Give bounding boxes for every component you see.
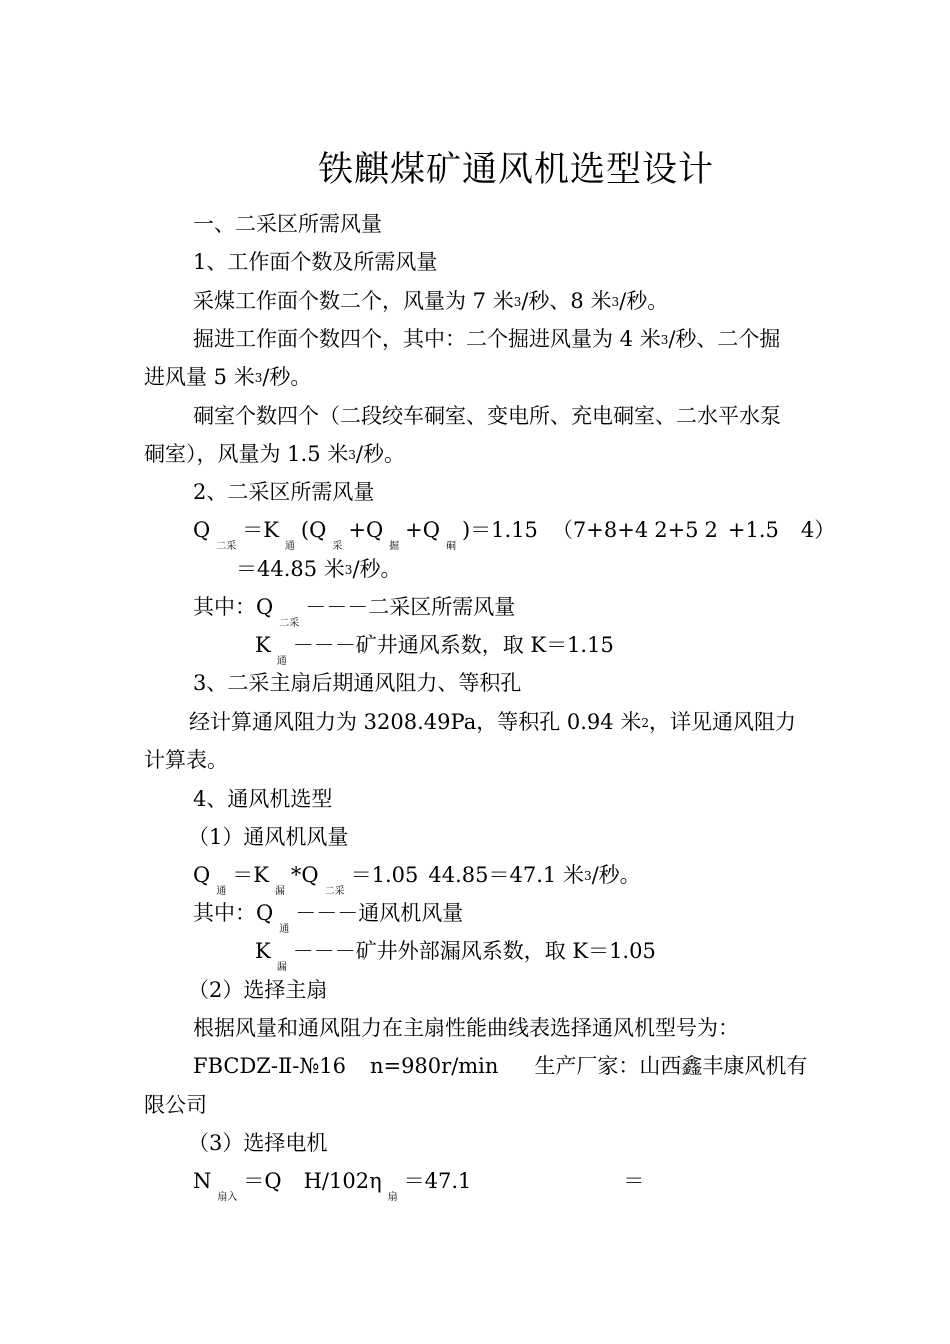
item-heading-3: 3、二采主扇后期通风阻力、等积孔 xyxy=(193,671,522,695)
formula-motor-power: $N_{扇入}=Q$ $H/102\eta_扇=47.1$ ＝ xyxy=(193,1169,645,1203)
page-title: 铁麒煤矿通风机选型设计 xyxy=(318,150,715,190)
formula-fan-air: $Q_通=K_漏*Q_{二采}=1.05$ 44.85＝47.1 米3/秒。 xyxy=(193,863,641,897)
item-heading-4: 4、通风机选型 xyxy=(193,787,333,811)
fan-model-line2: 限公司 xyxy=(144,1093,207,1117)
fan-model-line1: FBCDZ-Ⅱ-№16 n=980r/min 生产厂家：山西鑫丰康风机有 xyxy=(193,1054,808,1078)
sub-heading-main-fan: （2）选择主扇 xyxy=(188,978,328,1002)
paragraph-resistance-line2: 计算表。 xyxy=(144,748,228,772)
paragraph-fan-selection: 根据风量和通风阻力在主扇性能曲线表选择通风机型号为： xyxy=(193,1016,739,1040)
sub-heading-motor: （3）选择电机 xyxy=(188,1131,328,1155)
paragraph-driving-faces-line2: 进风量 5 米3/秒。 xyxy=(144,365,312,389)
formula-district-air-result: ＝44.85 米3/秒。 xyxy=(236,557,402,581)
paragraph-driving-faces-line1: 掘进工作面个数四个，其中：二个掘进风量为 4 米3/秒、二个掘 xyxy=(193,327,781,351)
formula-district-air: $Q_{二采}=K_通(Q_采+Q_掘+Q_硐)=1.15$ （7+8+4 2+5 2 +1.5 4） xyxy=(193,518,836,552)
paragraph-chambers-line2: 硐室），风量为 1.5 米3/秒。 xyxy=(144,442,405,466)
definition-q-district: 其中：$Q_{二采}---$二采区所需风量 xyxy=(193,595,516,629)
paragraph-mining-faces: 采煤工作面个数二个，风量为 7 米3/秒、8 米3/秒。 xyxy=(193,289,669,313)
paragraph-resistance-line1: 经计算通风阻力为 3208.49Pa，等积孔 0.94 米2，详见通风阻力 xyxy=(189,710,796,734)
definition-k-leakage: $K_漏---$矿井外部漏风系数，取 K＝1.05 xyxy=(255,939,656,973)
item-heading-1: 1、工作面个数及所需风量 xyxy=(193,250,438,274)
sub-heading-fan-air: （1）通风机风量 xyxy=(188,825,349,849)
item-heading-2: 2、二采区所需风量 xyxy=(193,480,375,504)
section-heading-1: 一、二采区所需风量 xyxy=(193,212,382,236)
definition-q-fan: 其中：$Q_通---$通风机风量 xyxy=(193,901,464,935)
paragraph-chambers-line1: 硐室个数四个（二段绞车硐室、变电所、充电硐室、二水平水泵 xyxy=(193,404,781,428)
definition-k-ventilation: $K_通---$矿井通风系数，取 K＝1.15 xyxy=(255,633,614,667)
